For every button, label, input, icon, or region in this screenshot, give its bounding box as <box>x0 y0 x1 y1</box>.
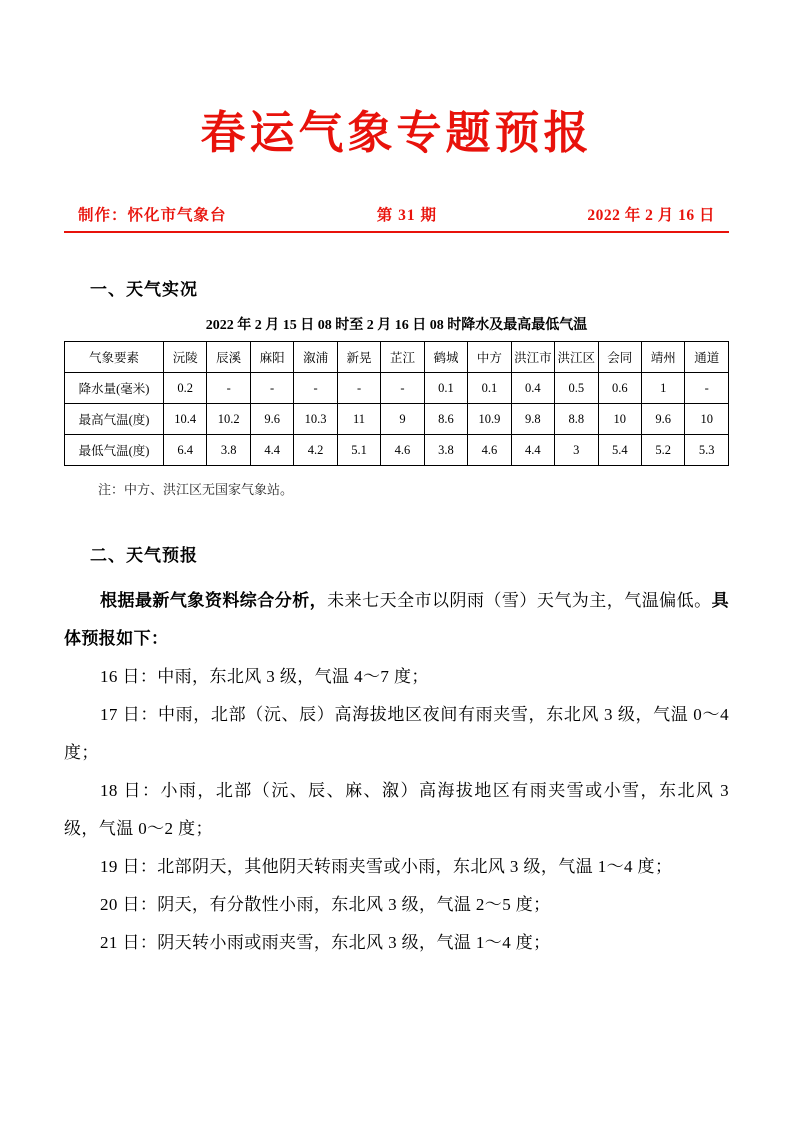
byline-maker: 制作：怀化市气象台 <box>78 207 227 224</box>
table-header-cell: 麻阳 <box>250 342 293 373</box>
section-heading-weather-observation: 一、天气实况 <box>90 280 198 299</box>
forecast-intro-bold-1: 根据最新气象资料综合分析， <box>100 591 328 610</box>
table-cell: 6.4 <box>164 435 207 466</box>
table-row-header: 最高气温(度) <box>65 404 164 435</box>
forecast-list <box>64 658 729 962</box>
byline-date: 2022 年 2 月 16 日 <box>587 207 715 224</box>
table-header-cell: 辰溪 <box>207 342 250 373</box>
table-cell: 3.8 <box>207 435 250 466</box>
forecast-item: 16 日：中雨，东北风 3 级，气温 4～7 度； <box>100 667 429 686</box>
forecast-intro-bold-2: 具体预报如下： <box>64 591 729 648</box>
table-cell: 9.8 <box>511 404 554 435</box>
table-cell: 3.8 <box>424 435 467 466</box>
byline-bar <box>64 203 729 233</box>
table-cell: - <box>207 373 250 404</box>
table-cell: 9.6 <box>641 404 684 435</box>
table-cell: 4.6 <box>381 435 424 466</box>
table-header-cell: 会同 <box>598 342 641 373</box>
table-cell: 4.4 <box>511 435 554 466</box>
table-cell: 0.1 <box>468 373 511 404</box>
byline-issue: 第 31 期 <box>376 207 438 224</box>
table-cell: - <box>337 373 380 404</box>
table-header-cell: 通道 <box>685 342 729 373</box>
table-cell: 0.4 <box>511 373 554 404</box>
table-header-cell: 溆浦 <box>294 342 337 373</box>
table-header-row <box>65 342 729 373</box>
table-header-cell: 新晃 <box>337 342 380 373</box>
table-header-cell: 洪江市 <box>511 342 554 373</box>
forecast-item: 20 日：阴天，有分散性小雨，东北风 3 级，气温 2～5 度； <box>100 895 551 914</box>
table-row <box>65 373 729 404</box>
table-header-cell: 芷江 <box>381 342 424 373</box>
table-row-header: 最低气温(度) <box>65 435 164 466</box>
table-cell: 9 <box>381 404 424 435</box>
table-cell: 0.2 <box>164 373 207 404</box>
section-heading-forecast: 二、天气预报 <box>90 546 198 565</box>
table-cell: 10.4 <box>164 404 207 435</box>
table-cell: 0.6 <box>598 373 641 404</box>
table-cell: 10 <box>685 404 729 435</box>
table-caption: 2022 年 2 月 15 日 08 时至 2 月 16 日 08 时降水及最高最低气温 <box>205 318 588 333</box>
table-cell: 4.4 <box>250 435 293 466</box>
table-header-cell: 靖州 <box>641 342 684 373</box>
table-cell: - <box>250 373 293 404</box>
table-cell: 5.4 <box>598 435 641 466</box>
table-cell: 5.1 <box>337 435 380 466</box>
table-row <box>65 404 729 435</box>
table-row <box>65 435 729 466</box>
forecast-item: 19 日：北部阴天，其他阴天转雨夹雪或小雨，东北风 3 级，气温 1～4 度； <box>100 857 673 876</box>
table-cell: - <box>294 373 337 404</box>
table-cell: 8.6 <box>424 404 467 435</box>
table-cell: 9.6 <box>250 404 293 435</box>
table-cell: 3 <box>555 435 598 466</box>
document-title: 春运气象专题预报 <box>200 108 593 158</box>
forecast-item: 18 日：小雨，北部（沅、辰、麻、溆）高海拔地区有雨夹雪或小雪，东北风 3 级，气温 0～2 度； <box>64 781 729 838</box>
forecast-item: 21 日：阴天转小雨或雨夹雪，东北风 3 级，气温 1～4 度； <box>100 933 551 952</box>
table-header-cell: 气象要素 <box>65 342 164 373</box>
table-cell: 11 <box>337 404 380 435</box>
table-header-cell: 沅陵 <box>164 342 207 373</box>
forecast-item: 17 日：中雨，北部（沅、辰）高海拔地区夜间有雨夹雪，东北风 3 级，气温 0～4 度； <box>64 705 729 762</box>
table-cell: 4.6 <box>468 435 511 466</box>
observation-table <box>64 341 729 466</box>
table-cell: 8.8 <box>555 404 598 435</box>
table-cell: 10.9 <box>468 404 511 435</box>
table-cell: 5.2 <box>641 435 684 466</box>
forecast-intro-paragraph <box>64 582 729 658</box>
table-cell: 1 <box>641 373 684 404</box>
table-row-header: 降水量(毫米) <box>65 373 164 404</box>
table-cell: 10.3 <box>294 404 337 435</box>
table-cell: 4.2 <box>294 435 337 466</box>
table-note: 注：中方、洪江区无国家气象站。 <box>98 482 294 497</box>
table-cell: 0.5 <box>555 373 598 404</box>
forecast-intro-normal: 未来七天全市以阴雨（雪）天气为主，气温偏低。 <box>327 591 712 610</box>
table-header-cell: 中方 <box>468 342 511 373</box>
table-header-cell: 洪江区 <box>555 342 598 373</box>
table-cell: - <box>685 373 729 404</box>
table-cell: - <box>381 373 424 404</box>
table-header-cell: 鹤城 <box>424 342 467 373</box>
table-cell: 5.3 <box>685 435 729 466</box>
table-cell: 10.2 <box>207 404 250 435</box>
table-cell: 10 <box>598 404 641 435</box>
table-cell: 0.1 <box>424 373 467 404</box>
